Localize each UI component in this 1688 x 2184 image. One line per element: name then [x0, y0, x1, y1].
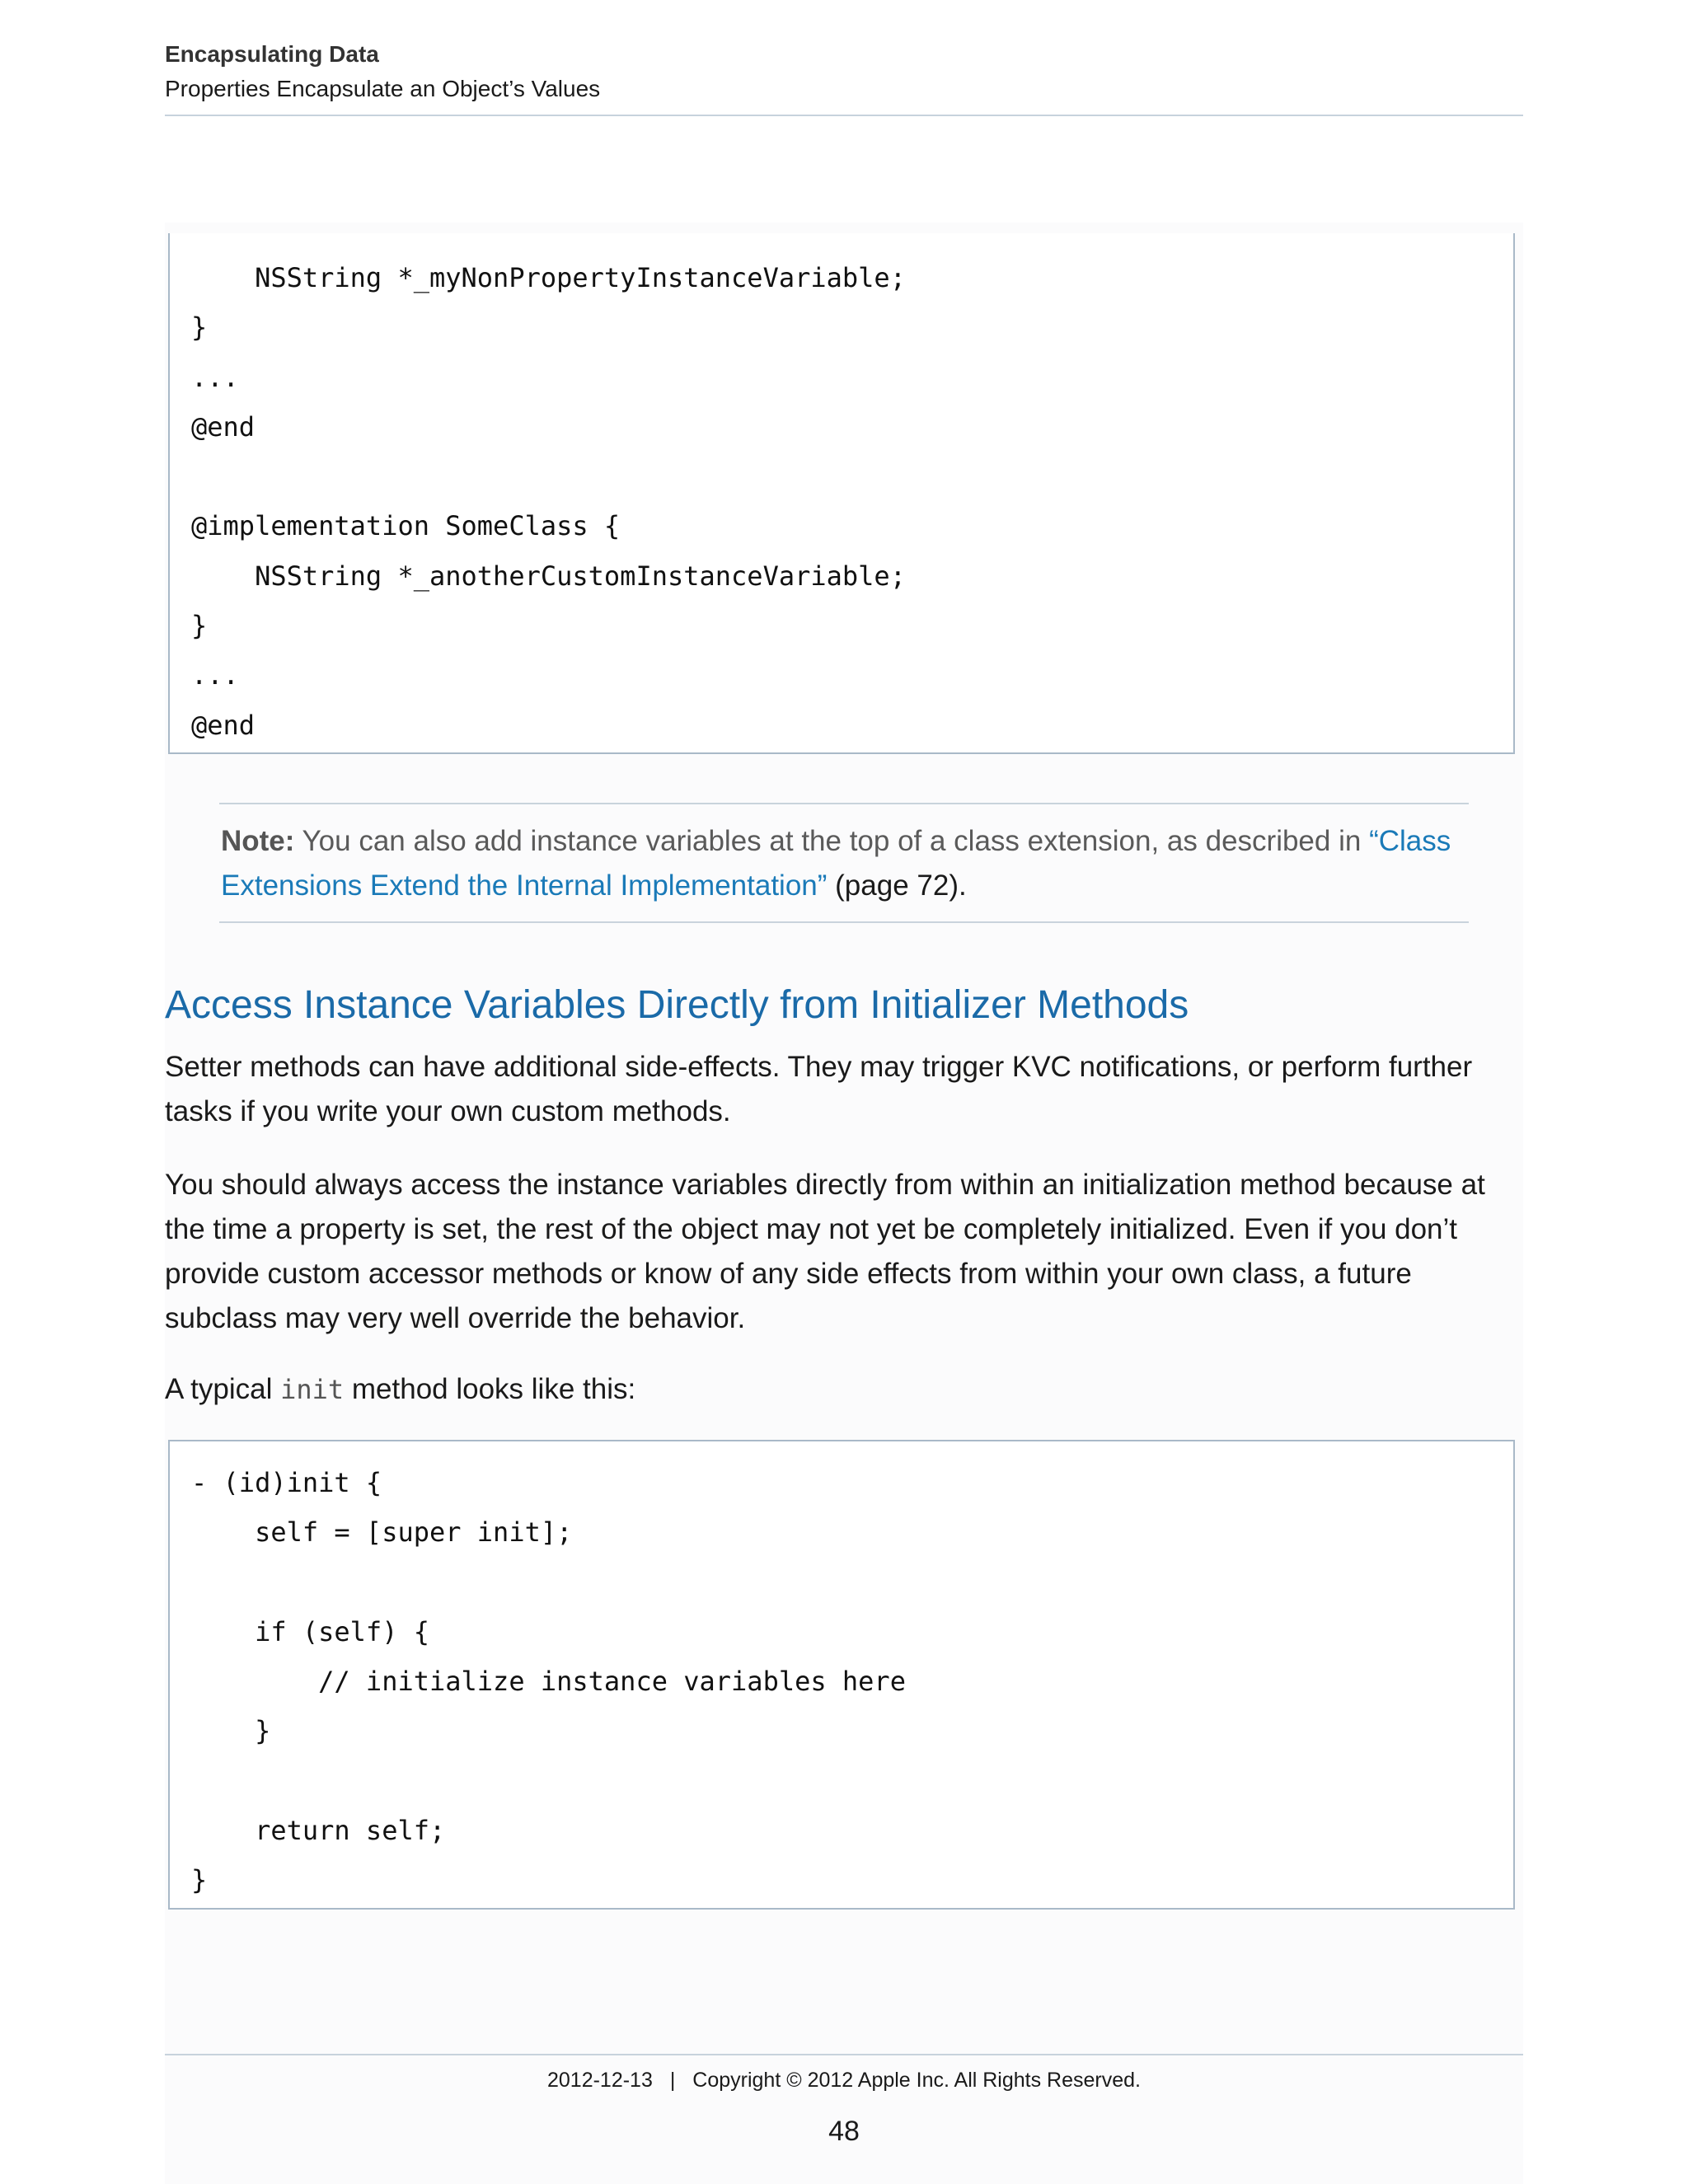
code-line: [170, 1558, 1513, 1607]
page-footer: [0, 2065, 1688, 2095]
code-listing-class-extension: [168, 233, 1515, 754]
code-line: @end: [191, 709, 256, 741]
code-line: @end: [191, 410, 256, 443]
code-line: }: [191, 1864, 208, 1896]
code-line: [170, 1756, 1513, 1806]
code-line: NSString *_anotherCustomInstanceVariable;: [191, 560, 906, 592]
code-listing-init-method: [168, 1440, 1515, 1910]
footer-date: 2012-12-13: [546, 2069, 653, 2092]
code-line: self = [super init];: [191, 1516, 573, 1549]
code-line: ...: [191, 659, 239, 691]
paragraph-text: method looks like this:: [351, 1373, 636, 1405]
footer-divider: [165, 2054, 1523, 2055]
code-line: ...: [191, 361, 239, 393]
code-line: }: [191, 312, 208, 344]
code-line: }: [191, 610, 208, 642]
page-number: 48: [828, 2116, 860, 2147]
note-text: You can also add instance variables at the top of a class extension, as described in: [302, 825, 1362, 857]
note-callout: [219, 803, 1469, 923]
section-title: Properties Encapsulate an Object’s Values: [165, 76, 601, 101]
code-line: }: [191, 1715, 271, 1747]
paragraph: Setter methods can have additional side-effects. They may trigger KVC notifications, or perform further tasks if you write your own custom methods.: [165, 1051, 1473, 1127]
inline-code: init: [280, 1374, 345, 1405]
footer-separator: |: [669, 2069, 676, 2092]
note-label: Note:: [221, 825, 295, 857]
page-header: [165, 40, 1523, 104]
code-line: if (self) {: [191, 1615, 429, 1647]
code-line: NSString *_myNonPropertyInstanceVariable;: [191, 262, 906, 293]
header-divider: [165, 115, 1523, 116]
paragraph: You should always access the instance variables directly from within an initialization method because at the time a property is set, the rest of the object may not yet be completely initialized. Even if you don’t provide custom accessor methods or know of any side effects from within your own class, a future subclass may very well override the behavior.: [165, 1169, 1485, 1334]
code-line: - (id)init {: [191, 1467, 382, 1498]
code-line: [170, 452, 1513, 501]
class-extensions-link[interactable]: “Class Extensions Extend the Internal Implementation”: [221, 825, 1451, 902]
footer-copyright: Copyright © 2012 Apple Inc. All Rights Reserved.: [692, 2069, 1141, 2092]
code-line: return self;: [191, 1815, 446, 1847]
section-heading: Access Instance Variables Directly from Initializer Methods: [165, 983, 1189, 1027]
chapter-title: Encapsulating Data: [165, 41, 379, 67]
note-page-reference: (page 72).: [835, 869, 967, 902]
paragraph-text: A typical: [165, 1373, 273, 1405]
code-line: @implementation SomeClass {: [191, 510, 621, 542]
paragraph: [165, 1367, 1523, 1412]
code-line: // initialize instance variables here: [191, 1666, 906, 1698]
